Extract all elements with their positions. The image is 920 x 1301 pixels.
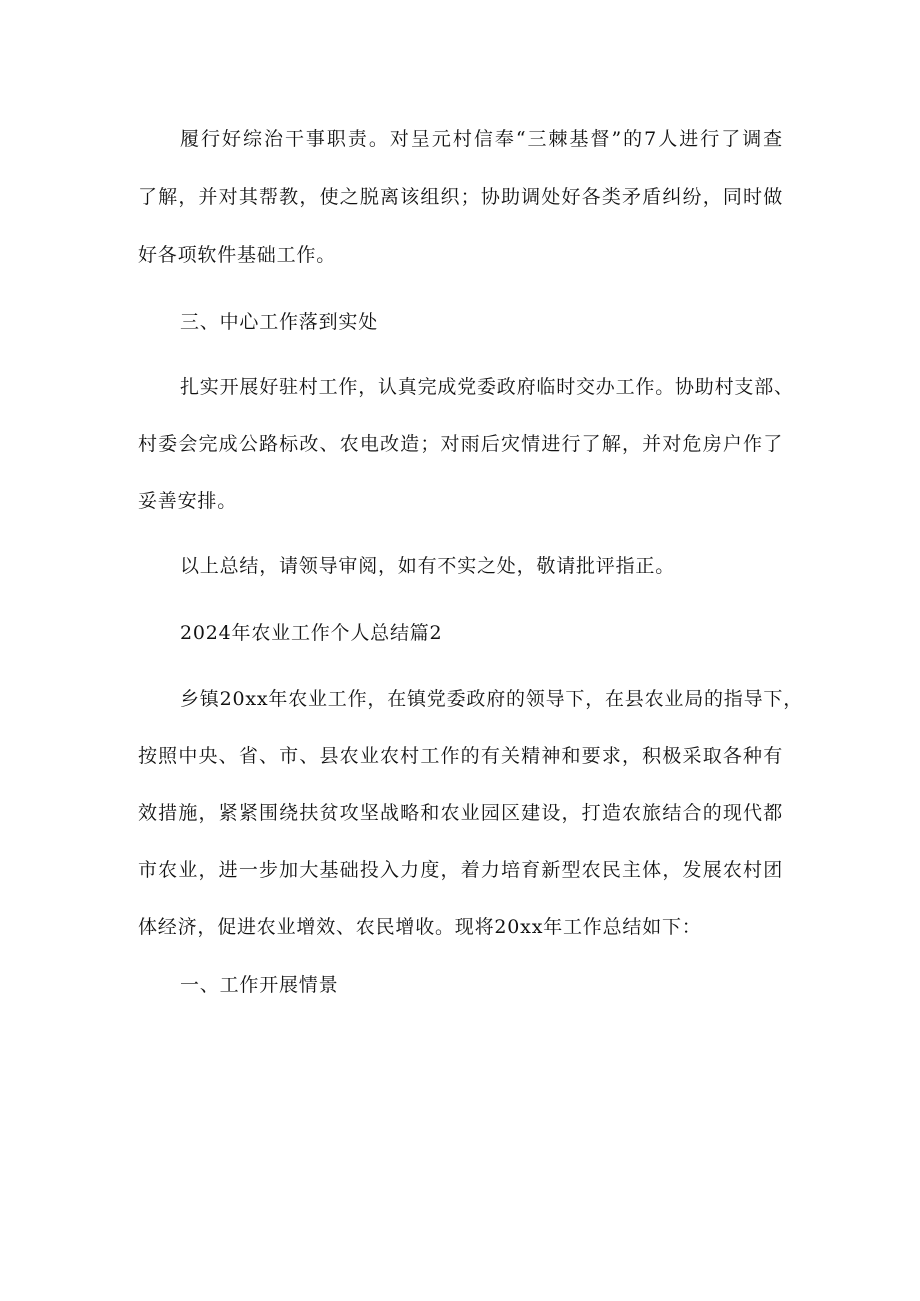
paragraph-line: 妥善安排。 xyxy=(138,490,238,512)
paragraph-line: 好各项软件基础工作。 xyxy=(138,244,337,266)
paragraph-line: 体经济，促进农业增效、农民增收。现将20xx年工作总结如下： xyxy=(138,916,702,938)
paragraph-line: 效措施，紧紧围绕扶贫攻坚战略和农业园区建设，打造农旅结合的现代都 xyxy=(138,802,783,824)
section-heading: 一、工作开展情景 xyxy=(180,974,339,996)
section-heading: 三、中心工作落到实处 xyxy=(180,311,379,333)
paragraph-line: 市农业，进一步加大基础投入力度，着力培育新型农民主体，发展农村团 xyxy=(138,859,783,881)
article-title: 2024年农业工作个人总结篇2 xyxy=(180,622,443,644)
paragraph-line: 以上总结，请领导审阅，如有不实之处，敬请批评指正。 xyxy=(180,555,676,577)
paragraph-line: 乡镇20xx年农业工作，在镇党委政府的领导下，在县农业局的指导下， xyxy=(180,688,804,710)
paragraph-line: 了解，并对其帮教，使之脱离该组织；协助调处好各类矛盾纠纷，同时做 xyxy=(138,186,783,208)
paragraph-line: 扎实开展好驻村工作，认真完成党委政府临时交办工作。协助村支部、 xyxy=(180,376,794,398)
paragraph-line: 履行好综治干事职责。对呈元村信奉“三棘基督”的7人进行了调查 xyxy=(180,128,783,150)
paragraph-line: 按照中央、省、市、县农业农村工作的有关精神和要求，积极采取各种有 xyxy=(138,745,783,767)
paragraph-line: 村委会完成公路标改、农电改造；对雨后灾情进行了解，并对危房户作了 xyxy=(138,433,783,455)
